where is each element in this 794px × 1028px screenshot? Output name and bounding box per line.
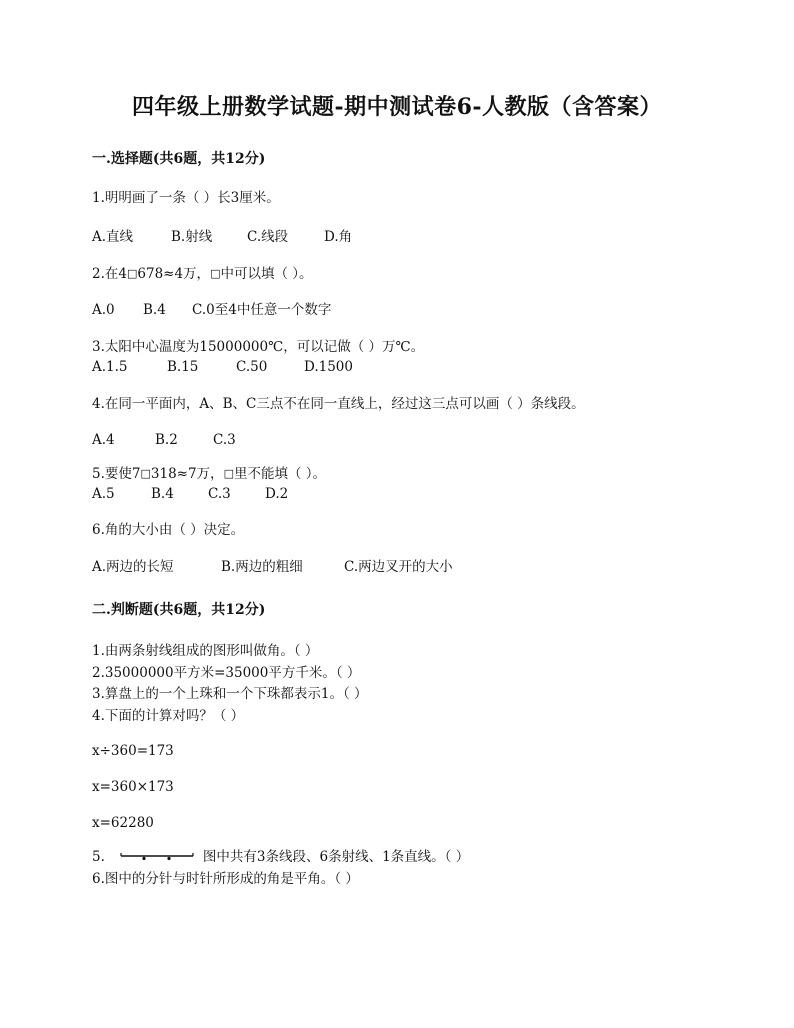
judgement-item-5 <box>92 851 469 865</box>
question-6-option-b: B.两边的粗细 <box>221 559 303 575</box>
section-heading-judgement: 二.判断题(共6题，共12分) <box>92 602 266 618</box>
question-2-stem: 2.在4□678≈4万，□中可以填（ ）。 <box>92 266 313 282</box>
question-6-stem: 6.角的大小由（ ）决定。 <box>92 522 245 538</box>
question-3-option-d: D.1500 <box>304 359 353 375</box>
judgement-item-4: 4.下面的计算对吗？（ ） <box>92 708 245 724</box>
question-5-option-d: D.2 <box>265 486 289 502</box>
judgement-item-5-text: 图中共有3条线段、6条射线、1条直线。（ ） <box>202 849 470 865</box>
question-4-option-b: B.2 <box>155 432 178 448</box>
section-heading-choice: 一.选择题(共6题，共12分) <box>92 151 266 167</box>
question-2-option-a: A.0 <box>92 302 115 318</box>
question-3-option-b: B.15 <box>167 359 199 375</box>
question-6-option-a: A.两边的长短 <box>92 559 174 575</box>
blank-box: □ <box>140 467 151 480</box>
blank-box: □ <box>126 267 138 280</box>
question-5-option-a: A.5 <box>92 486 115 502</box>
blank-box: □ <box>223 467 234 480</box>
question-1-stem: 1.明明画了一条（ ）长3厘米。 <box>92 190 280 206</box>
page-title: 四年级上册数学试题-期中测试卷6-人教版（含答案） <box>131 94 663 120</box>
judgement-item-5-number: 5. <box>92 849 105 865</box>
question-4-option-a: A.4 <box>92 432 115 448</box>
question-1-option-c: C.线段 <box>247 229 289 245</box>
judgement-item-2: 2.35000000平方米=35000平方千米。（ ） <box>92 665 361 681</box>
calc-line-2: x=360×173 <box>92 779 174 795</box>
question-4-option-c: C.3 <box>213 432 236 448</box>
question-3-option-a: A.1.5 <box>92 359 128 375</box>
calc-line-3: x=62280 <box>92 815 154 831</box>
question-1-option-b: B.射线 <box>171 229 213 245</box>
question-2-option-c: C.0至4中任意一个数字 <box>192 302 332 318</box>
question-5-option-b: B.4 <box>151 486 174 502</box>
question-5-option-c: C.3 <box>208 486 231 502</box>
question-5-stem: 5.要使7□318≈7万，□里不能填（ ）。 <box>92 466 327 482</box>
question-2-option-b: B.4 <box>143 302 166 318</box>
calc-line-1: x÷360=173 <box>92 743 174 759</box>
question-3-stem: 3.太阳中心温度为15000000℃，可以记做（ ）万℃。 <box>92 339 425 355</box>
question-3-option-c: C.50 <box>236 359 268 375</box>
question-4-stem: 4.在同一平面内，A、B、C三点不在同一直线上，经过这三点可以画（ ）条线段。 <box>92 396 585 412</box>
question-1-option-a: A.直线 <box>92 229 134 245</box>
line-points-figure <box>119 853 195 863</box>
blank-box: □ <box>210 267 221 280</box>
judgement-item-1: 1.由两条射线组成的图形叫做角。（ ） <box>92 643 319 659</box>
question-6-option-c: C.两边叉开的大小 <box>344 559 453 575</box>
judgement-item-6: 6.图中的分针与时针所形成的角是平角。（ ） <box>92 871 359 887</box>
judgement-item-3: 3.算盘上的一个上珠和一个下珠都表示1。（ ） <box>92 686 368 702</box>
question-1-option-d: D.角 <box>324 229 353 245</box>
